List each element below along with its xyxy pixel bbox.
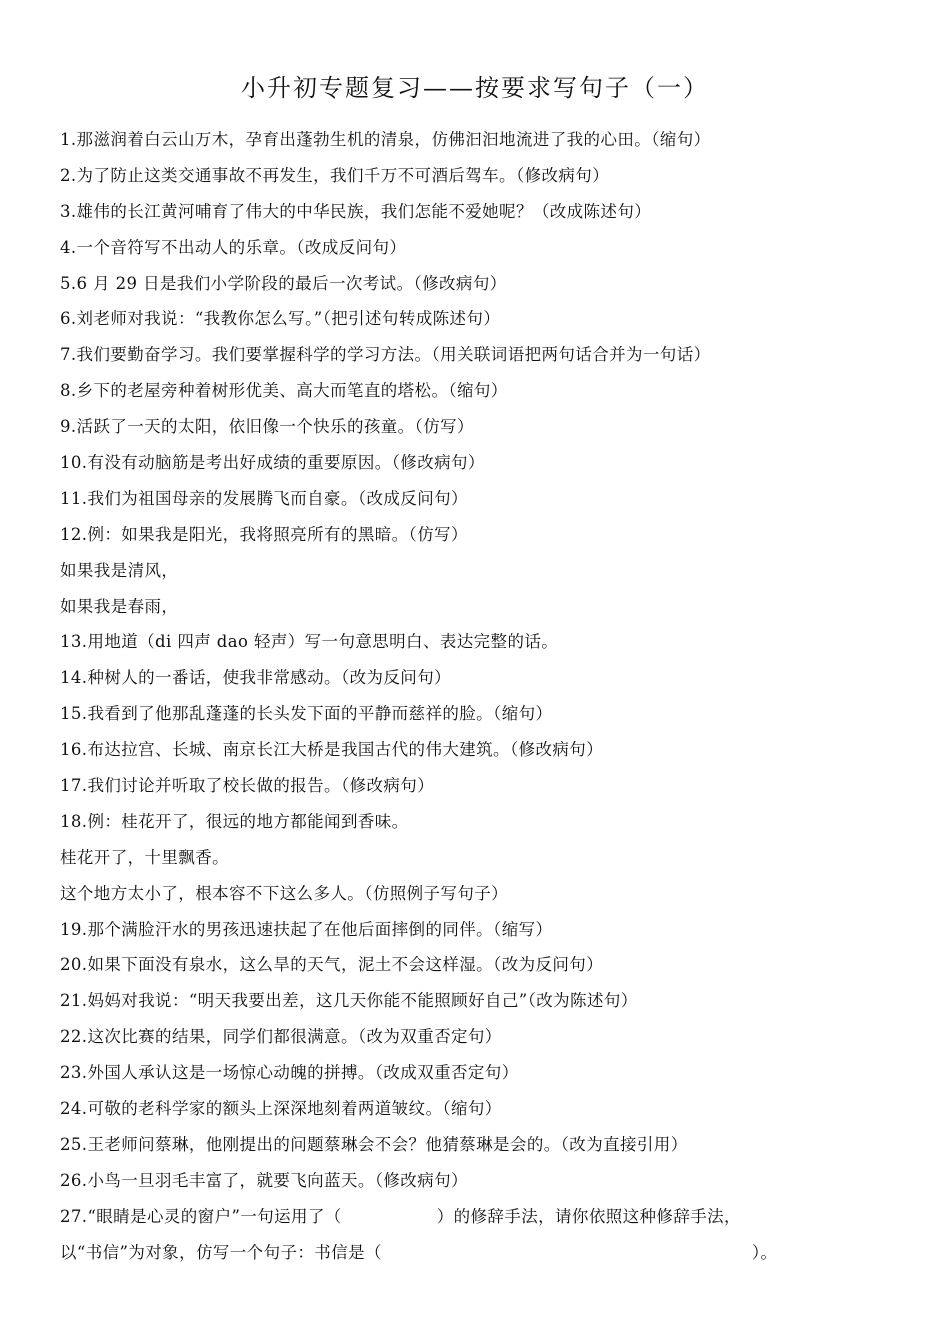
question-line: 10.有没有动脑筋是考出好成绩的重要原因。（修改病句）: [60, 453, 485, 473]
question-line: 16.布达拉宫、长城、南京长江大桥是我国古代的伟大建筑。（修改病句）: [60, 740, 604, 760]
question-27-text-c: 以“书信”为对象，仿写一个句子：书信是（: [60, 1242, 382, 1262]
question-line: 23.外国人承认这是一场惊心动魄的拼搏。（改成双重否定句）: [60, 1063, 519, 1083]
question-line: 7.我们要勤奋学习。我们要掌握科学的学习方法。（用关联词语把两句话合并为一句话）: [60, 345, 711, 365]
question-line: 25.王老师问蔡琳，他刚提出的问题蔡琳会不会？他猜蔡琳是会的。（改为直接引用）: [60, 1134, 688, 1154]
question-line: 2.为了防止这类交通事故不再发生，我们千万不可酒后驾车。（修改病句）: [60, 165, 610, 185]
question-line: 如果我是春雨，: [60, 596, 179, 616]
question-line: 20.如果下面没有泉水，这么旱的天气，泥土不会这样湿。（改为反问句）: [60, 955, 604, 975]
question-line: 4.一个音符写不出动人的乐章。（改成反问句）: [60, 237, 407, 257]
question-line: 1.那滋润着白云山万木，孕育出蓬勃生机的清泉，仿佛汩汩地流进了我的心田。（缩句）: [60, 130, 711, 149]
question-27-text-b: ）的修辞手法，请你依照这种修辞手法，: [436, 1206, 741, 1226]
question-27-text-a: 27.“眼睛是心灵的窗户”一句运用了（: [60, 1206, 342, 1226]
question-line: 22.这次比赛的结果，同学们都很满意。（改为双重否定句）: [60, 1027, 502, 1047]
question-line: 桂花开了，十里飘香。: [60, 847, 229, 867]
question-line: 9.活跃了一天的太阳，依旧像一个快乐的孩童。（仿写）: [60, 417, 474, 437]
question-line: 13.用地道（di 四声 dao 轻声）写一句意思明白、表达完整的话。: [60, 632, 559, 652]
question-27-line-1: [60, 1199, 920, 1235]
page-title: 小升初专题复习——按要求写句子（一）: [241, 74, 709, 102]
question-line: 26.小鸟一旦羽毛丰富了，就要飞向蓝天。（修改病句）: [60, 1170, 468, 1190]
question-line: 6.刘老师对我说：“我教你怎么写。”（把引述句转成陈述句）: [60, 309, 501, 329]
question-27-text-d: ）。: [751, 1242, 778, 1262]
question-line: 5.6 月 29 日是我们小学阶段的最后一次考试。（修改病句）: [60, 273, 507, 293]
question-line: 19.那个满脸汗水的男孩迅速扶起了在他后面摔倒的同伴。（缩写）: [60, 919, 553, 939]
question-line: 如果我是清风，: [60, 560, 179, 580]
question-line: 18.例：桂花开了，很远的地方都能闻到香味。: [60, 811, 409, 831]
question-line: 11.我们为祖国母亲的发展腾飞而自豪。（改成反问句）: [60, 488, 468, 508]
question-line: 17.我们讨论并听取了校长做的报告。（修改病句）: [60, 776, 435, 796]
question-line: 15.我看到了他那乱蓬蓬的长头发下面的平静而慈祥的脸。（缩句）: [60, 704, 553, 724]
question-27-line-2: [60, 1235, 920, 1271]
question-line: 8.乡下的老屋旁种着树形优美、高大而笔直的塔松。（缩句）: [60, 381, 508, 401]
question-line: 12.例：如果我是阳光，我将照亮所有的黑暗。（仿写）: [60, 524, 468, 544]
question-line: 21.妈妈对我说：“明天我要出差，这几天你能不能照顾好自己”（改为陈述句）: [60, 991, 638, 1011]
question-line: 14.种树人的一番话，使我非常感动。（改为反问句）: [60, 668, 451, 688]
question-line: 3.雄伟的长江黄河哺育了伟大的中华民族，我们怎能不爱她呢？（改成陈述句）: [60, 201, 652, 221]
question-list: [60, 122, 920, 1271]
question-line: 24.可敬的老科学家的额头上深深地刻着两道皱纹。（缩句）: [60, 1099, 502, 1119]
question-line: 这个地方太小了，根本容不下这么多人。（仿照例子写句子）: [60, 883, 509, 903]
